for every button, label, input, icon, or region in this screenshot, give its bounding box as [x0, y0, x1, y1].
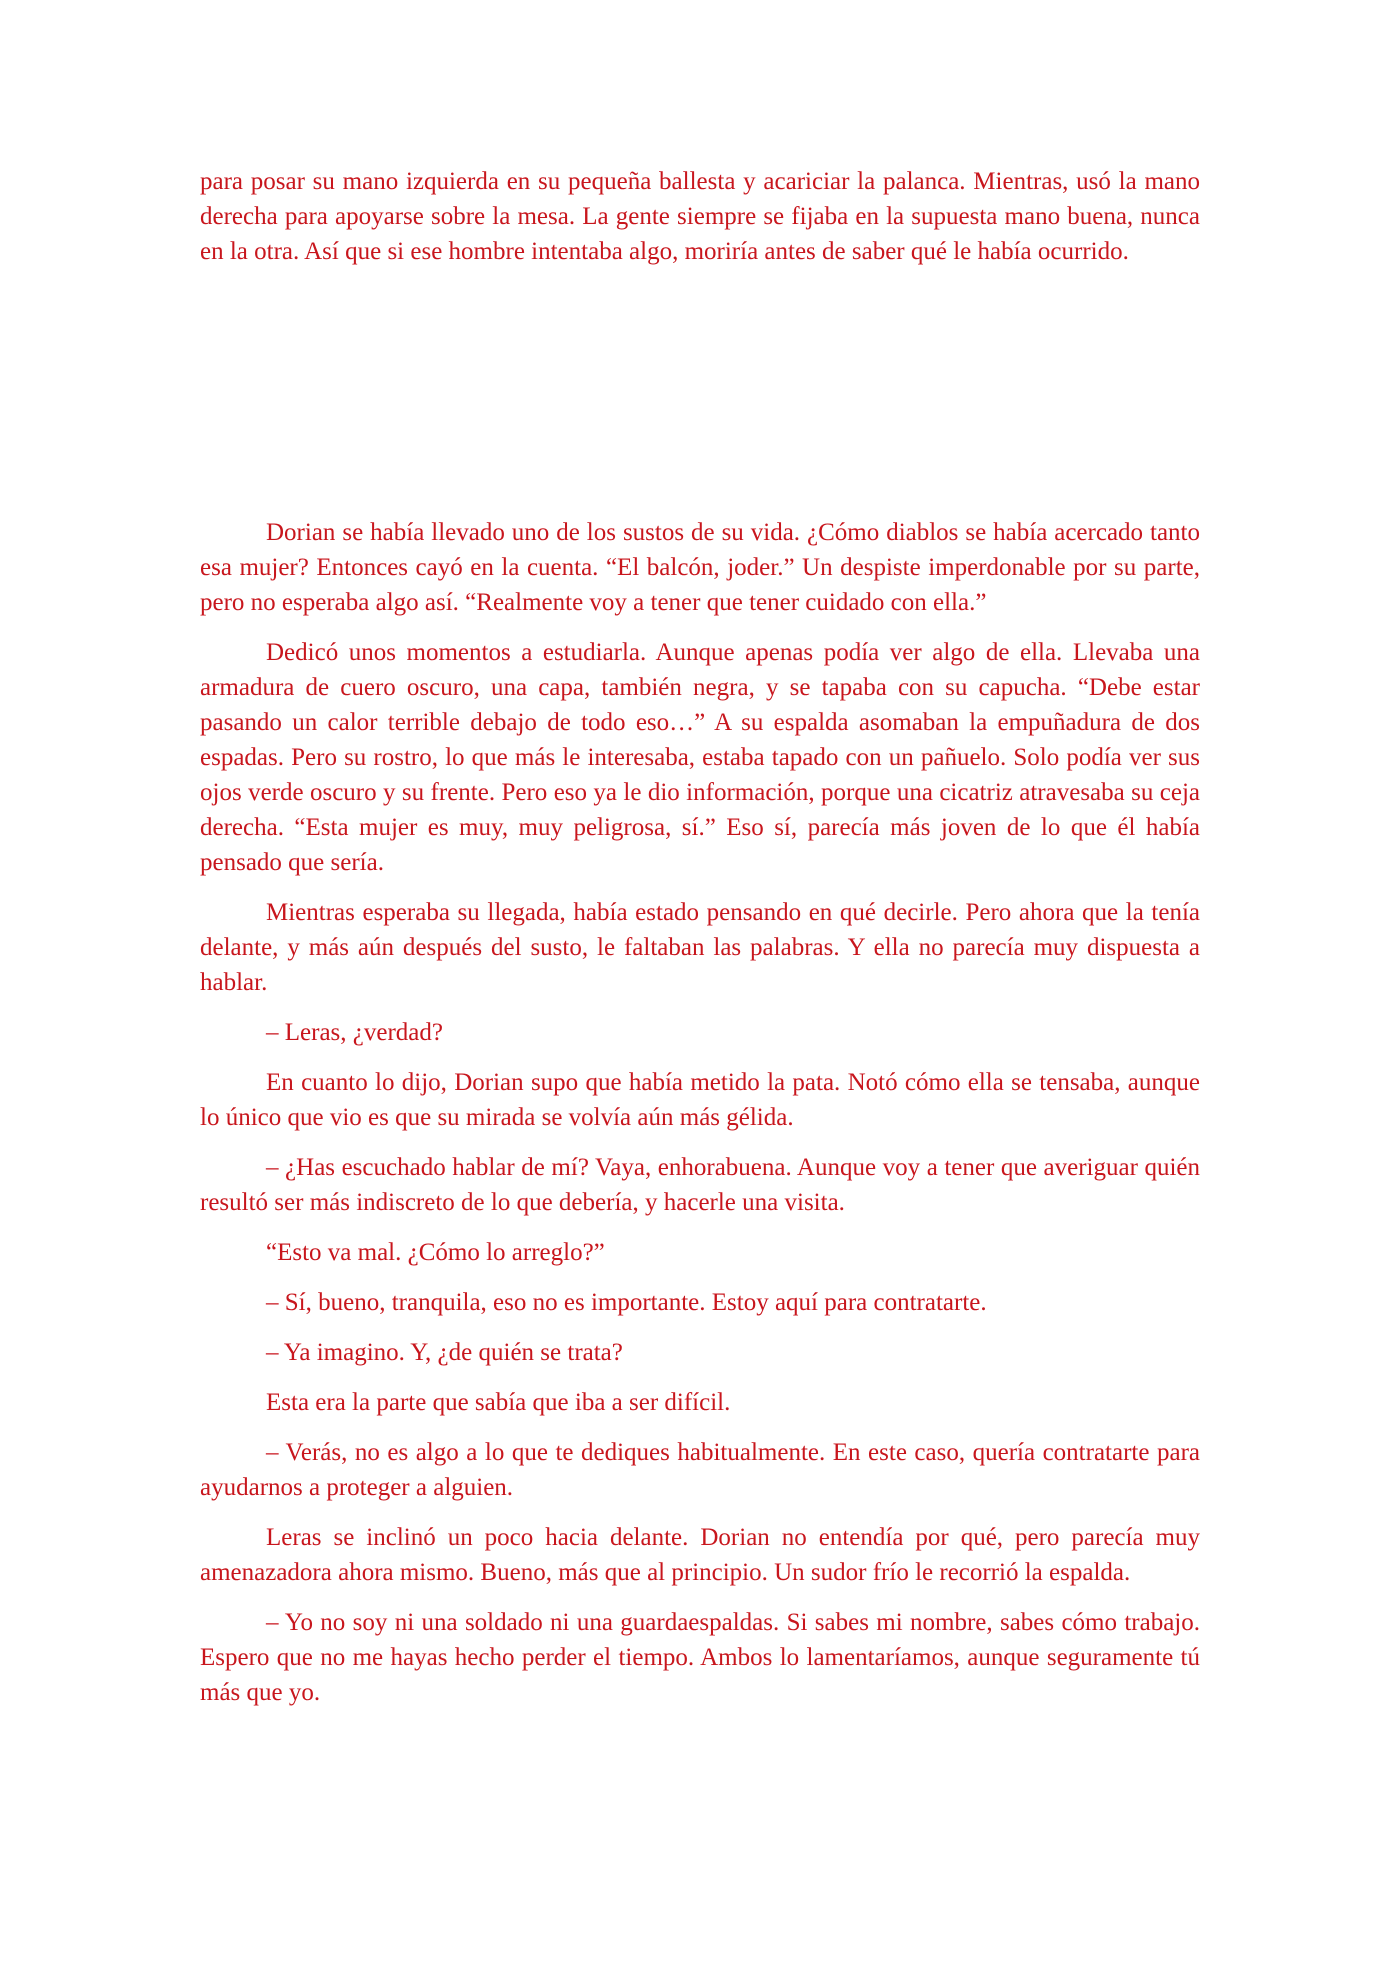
dialogue-line: – Sí, bueno, tranquila, eso no es importante. Estoy aquí para contratarte. — [266, 1289, 987, 1316]
paragraph: Dedicó unos momentos a estudiarla. Aunque apenas podía ver algo de ella. Llevaba una armadura de cuero oscuro, una capa, también negra, y se tapaba con su capucha. “Debe estar pasando un calor terrible debajo de todo eso…” A su espalda asomaban la empuñadura de dos espadas. Pero su rostro, lo que más le interesaba, estaba tapado con un pañuelo. Solo podía ver sus ojos verde oscuro y su frente. Pero eso ya le dio información, porque una cicatriz atravesaba su ceja derecha. “Esta mujer es muy, muy peligrosa, sí.” Eso sí, parecía más joven de lo que él había pensado que sería. — [200, 639, 1200, 876]
main-text-block — [200, 515, 1200, 1710]
paragraph: Esta era la parte que sabía que iba a ser difícil. — [266, 1389, 731, 1416]
paragraph-continuation: para posar su mano izquierda en su pequeña ballesta y acariciar la palanca. Mientras, usó la mano derecha para apoyarse sobre la mesa. La gente siempre se fijaba en la supuesta mano buena, nunca en la otra. Así que si ese hombre intentaba algo, moriría antes de saber qué le había ocurrido. — [200, 168, 1200, 265]
dialogue-line: – ¿Has escuchado hablar de mí? Vaya, enhorabuena. Aunque voy a tener que averiguar quién resultó ser más indiscreto de lo que debería, y hacerle una visita. — [200, 1154, 1200, 1216]
dialogue-line: – Leras, ¿verdad? — [266, 1019, 443, 1046]
paragraph: En cuanto lo dijo, Dorian supo que había metido la pata. Notó cómo ella se tensaba, aunque lo único que vio es que su mirada se volvía aún más gélida. — [200, 1069, 1200, 1131]
paragraph: Mientras esperaba su llegada, había estado pensando en qué decirle. Pero ahora que la tenía delante, y más aún después del susto, le faltaban las palabras. Y ella no parecía muy dispuesta a hablar. — [200, 899, 1200, 996]
dialogue-line: – Verás, no es algo a lo que te dediques habitualmente. En este caso, quería contratarte para ayudarnos a proteger a alguien. — [200, 1439, 1200, 1501]
top-text-block — [200, 164, 1200, 269]
thought-line: “Esto va mal. ¿Cómo lo arreglo?” — [266, 1239, 605, 1266]
dialogue-line: – Yo no soy ni una soldado ni una guardaespaldas. Si sabes mi nombre, sabes cómo trabajo. Espero que no me hayas hecho perder el tiempo. Ambos lo lamentaríamos, aunque seguramente tú más que yo. — [200, 1609, 1200, 1706]
paragraph: Leras se inclinó un poco hacia delante. Dorian no entendía por qué, pero parecía muy amenazadora ahora mismo. Bueno, más que al principio. Un sudor frío le recorrió la espalda. — [200, 1524, 1200, 1586]
paragraph: Dorian se había llevado uno de los sustos de su vida. ¿Cómo diablos se había acercado tanto esa mujer? Entonces cayó en la cuenta. “El balcón, joder.” Un despiste imperdonable por su parte, pero no esperaba algo así. “Realmente voy a tener que tener cuidado con ella.” — [200, 519, 1200, 616]
dialogue-line: – Ya imagino. Y, ¿de quién se trata? — [266, 1339, 623, 1366]
